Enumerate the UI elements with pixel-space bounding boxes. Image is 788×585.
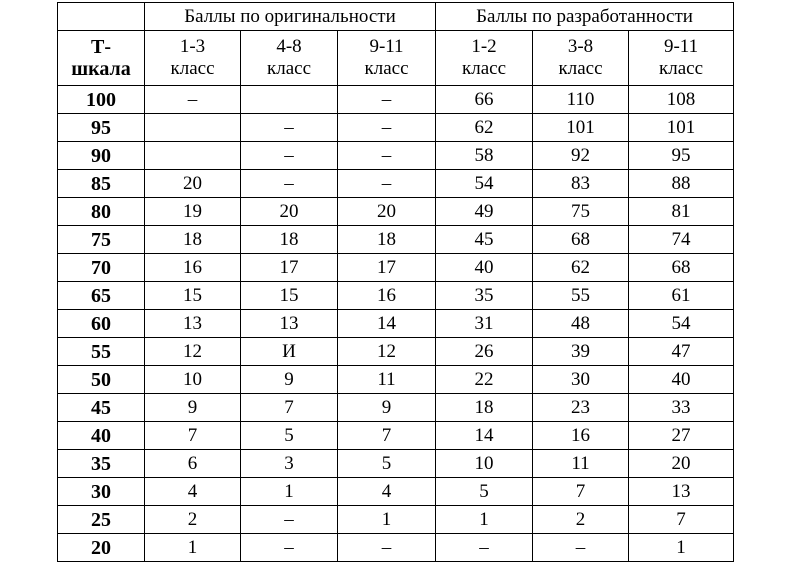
elab-9-11-cell: 108 <box>629 86 734 114</box>
elab-3-8-cell: – <box>533 534 629 562</box>
orig-9-11-cell: 4 <box>338 478 436 506</box>
orig-1-3-cell: – <box>145 86 241 114</box>
table-row <box>58 114 734 142</box>
elab-3-8-cell: 7 <box>533 478 629 506</box>
elab-9-11-cell: 74 <box>629 226 734 254</box>
t-score-cell: 65 <box>58 282 145 310</box>
orig-1-3-cell: 12 <box>145 338 241 366</box>
table-row <box>58 422 734 450</box>
t-score-cell: 80 <box>58 198 145 226</box>
orig-4-8-cell: – <box>241 506 338 534</box>
elab-3-8-cell: 39 <box>533 338 629 366</box>
elab-9-11-cell: 13 <box>629 478 734 506</box>
orig-9-11-cell: 16 <box>338 282 436 310</box>
orig-4-8-cell: 1 <box>241 478 338 506</box>
sub-header-grade: 9-11 <box>663 36 699 57</box>
elab-3-8-cell: 62 <box>533 254 629 282</box>
sub-header-elab-1-2 <box>436 31 533 86</box>
orig-1-3-cell <box>145 142 241 170</box>
table-row <box>58 86 734 114</box>
sub-header-class: класс <box>558 58 603 79</box>
table-row <box>58 506 734 534</box>
orig-4-8-cell: – <box>241 114 338 142</box>
elab-1-2-cell: 62 <box>436 114 533 142</box>
elab-1-2-cell: 1 <box>436 506 533 534</box>
elaboration-group-header: Баллы по разработанности <box>436 3 734 31</box>
orig-9-11-cell: 20 <box>338 198 436 226</box>
elab-3-8-cell: 30 <box>533 366 629 394</box>
elab-3-8-cell: 48 <box>533 310 629 338</box>
elab-3-8-cell: 16 <box>533 422 629 450</box>
orig-4-8-cell: 13 <box>241 310 338 338</box>
sub-header-class: класс <box>659 58 704 79</box>
t-score-cell: 40 <box>58 422 145 450</box>
sub-header-class: класс <box>462 58 507 79</box>
elab-9-11-cell: 88 <box>629 170 734 198</box>
elab-9-11-cell: 81 <box>629 198 734 226</box>
sub-header-grade: 1-2 <box>471 36 497 57</box>
t-score-cell: 100 <box>58 86 145 114</box>
orig-1-3-cell: 13 <box>145 310 241 338</box>
t-score-cell: 85 <box>58 170 145 198</box>
orig-9-11-cell: 18 <box>338 226 436 254</box>
orig-4-8-cell: – <box>241 534 338 562</box>
originality-group-header: Баллы по оригинальности <box>145 3 436 31</box>
sub-header-orig-9-11 <box>338 31 436 86</box>
elab-3-8-cell: 2 <box>533 506 629 534</box>
sub-header-grade: 1-3 <box>179 36 206 57</box>
t-score-cell: 45 <box>58 394 145 422</box>
orig-4-8-cell: 5 <box>241 422 338 450</box>
elab-1-2-cell: 54 <box>436 170 533 198</box>
t-score-cell: 90 <box>58 142 145 170</box>
elab-1-2-cell: 49 <box>436 198 533 226</box>
sub-header-row <box>58 31 734 86</box>
table-row <box>58 338 734 366</box>
sub-header-grade: 4-8 <box>276 36 302 57</box>
elab-1-2-cell: 66 <box>436 86 533 114</box>
t-score-cell: 30 <box>58 478 145 506</box>
sub-header-grade: 3-8 <box>567 36 594 57</box>
table-row <box>58 226 734 254</box>
orig-4-8-cell: – <box>241 142 338 170</box>
orig-9-11-cell: – <box>338 86 436 114</box>
t-score-cell: 50 <box>58 366 145 394</box>
orig-4-8-cell: 7 <box>241 394 338 422</box>
elab-1-2-cell: 22 <box>436 366 533 394</box>
t-scale-header-line1: Т- <box>91 36 111 58</box>
sub-header-orig-4-8 <box>241 31 338 86</box>
orig-9-11-cell: 1 <box>338 506 436 534</box>
table-row <box>58 394 734 422</box>
orig-9-11-cell: 7 <box>338 422 436 450</box>
t-score-cell: 25 <box>58 506 145 534</box>
table-row <box>58 366 734 394</box>
table-row <box>58 142 734 170</box>
sub-header-class: класс <box>170 58 215 79</box>
elab-1-2-cell: 35 <box>436 282 533 310</box>
t-score-cell: 55 <box>58 338 145 366</box>
sub-header-orig-1-3 <box>145 31 241 86</box>
orig-1-3-cell: 7 <box>145 422 241 450</box>
orig-9-11-cell: – <box>338 170 436 198</box>
table-row <box>58 534 734 562</box>
t-scale-header-line2: шкала <box>71 58 131 80</box>
t-score-cell: 75 <box>58 226 145 254</box>
orig-9-11-cell: 5 <box>338 450 436 478</box>
sub-header-elab-9-11 <box>629 31 734 86</box>
elab-3-8-cell: 83 <box>533 170 629 198</box>
elab-9-11-cell: 101 <box>629 114 734 142</box>
orig-4-8-cell: 15 <box>241 282 338 310</box>
orig-1-3-cell: 2 <box>145 506 241 534</box>
elab-9-11-cell: 47 <box>629 338 734 366</box>
orig-9-11-cell: – <box>338 534 436 562</box>
elab-1-2-cell: 10 <box>436 450 533 478</box>
t-score-cell: 95 <box>58 114 145 142</box>
sub-header-class: класс <box>364 58 409 79</box>
elab-9-11-cell: 61 <box>629 282 734 310</box>
orig-1-3-cell: 15 <box>145 282 241 310</box>
t-score-cell: 70 <box>58 254 145 282</box>
elab-3-8-cell: 68 <box>533 226 629 254</box>
orig-4-8-cell: 18 <box>241 226 338 254</box>
t-score-cell: 20 <box>58 534 145 562</box>
sub-header-grade: 9-11 <box>369 36 404 57</box>
elab-3-8-cell: 55 <box>533 282 629 310</box>
orig-9-11-cell: 17 <box>338 254 436 282</box>
elab-3-8-cell: 23 <box>533 394 629 422</box>
orig-4-8-cell: – <box>241 170 338 198</box>
orig-1-3-cell: 6 <box>145 450 241 478</box>
table-body <box>58 3 734 562</box>
orig-1-3-cell: 16 <box>145 254 241 282</box>
orig-9-11-cell: 14 <box>338 310 436 338</box>
elab-1-2-cell: 26 <box>436 338 533 366</box>
elab-1-2-cell: 18 <box>436 394 533 422</box>
table-row <box>58 170 734 198</box>
orig-9-11-cell: – <box>338 114 436 142</box>
elab-1-2-cell: – <box>436 534 533 562</box>
elab-9-11-cell: 20 <box>629 450 734 478</box>
table-row <box>58 478 734 506</box>
orig-1-3-cell <box>145 114 241 142</box>
table-row <box>58 282 734 310</box>
orig-1-3-cell: 20 <box>145 170 241 198</box>
elab-1-2-cell: 45 <box>436 226 533 254</box>
orig-9-11-cell: – <box>338 142 436 170</box>
table-row <box>58 450 734 478</box>
sub-header-elab-3-8 <box>533 31 629 86</box>
sub-header-class: класс <box>266 58 311 79</box>
orig-1-3-cell: 19 <box>145 198 241 226</box>
orig-9-11-cell: 12 <box>338 338 436 366</box>
elab-9-11-cell: 54 <box>629 310 734 338</box>
orig-1-3-cell: 4 <box>145 478 241 506</box>
orig-4-8-cell: 9 <box>241 366 338 394</box>
orig-4-8-cell: 3 <box>241 450 338 478</box>
elab-9-11-cell: 33 <box>629 394 734 422</box>
orig-1-3-cell: 10 <box>145 366 241 394</box>
elab-3-8-cell: 75 <box>533 198 629 226</box>
elab-1-2-cell: 31 <box>436 310 533 338</box>
t-score-cell: 35 <box>58 450 145 478</box>
corner-cell <box>58 3 145 31</box>
orig-4-8-cell: 17 <box>241 254 338 282</box>
table-row <box>58 254 734 282</box>
orig-9-11-cell: 11 <box>338 366 436 394</box>
elab-9-11-cell: 7 <box>629 506 734 534</box>
t-score-cell: 60 <box>58 310 145 338</box>
elab-9-11-cell: 27 <box>629 422 734 450</box>
table-row <box>58 198 734 226</box>
elab-1-2-cell: 5 <box>436 478 533 506</box>
norms-table <box>57 2 734 562</box>
elab-3-8-cell: 92 <box>533 142 629 170</box>
orig-4-8-cell: 20 <box>241 198 338 226</box>
orig-1-3-cell: 1 <box>145 534 241 562</box>
elab-1-2-cell: 40 <box>436 254 533 282</box>
orig-4-8-cell <box>241 86 338 114</box>
group-header-row <box>58 3 734 31</box>
elab-3-8-cell: 11 <box>533 450 629 478</box>
orig-1-3-cell: 18 <box>145 226 241 254</box>
orig-9-11-cell: 9 <box>338 394 436 422</box>
orig-4-8-cell: И <box>241 338 338 366</box>
table-row <box>58 310 734 338</box>
elab-9-11-cell: 1 <box>629 534 734 562</box>
t-scale-header <box>58 31 145 86</box>
elab-9-11-cell: 95 <box>629 142 734 170</box>
elab-1-2-cell: 14 <box>436 422 533 450</box>
elab-3-8-cell: 110 <box>533 86 629 114</box>
elab-3-8-cell: 101 <box>533 114 629 142</box>
orig-1-3-cell: 9 <box>145 394 241 422</box>
elab-9-11-cell: 40 <box>629 366 734 394</box>
elab-1-2-cell: 58 <box>436 142 533 170</box>
elab-9-11-cell: 68 <box>629 254 734 282</box>
